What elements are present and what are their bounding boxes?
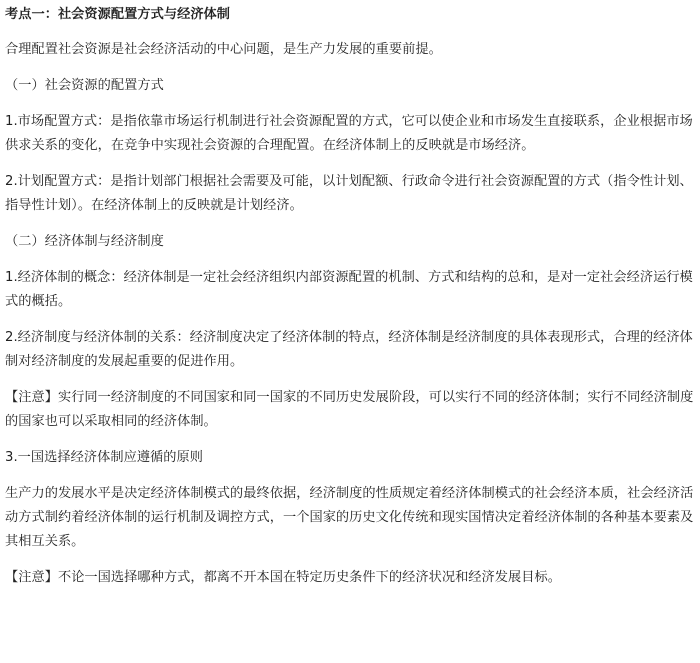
section-heading-economic-system: （二）经济体制与经济制度 [5,234,164,249]
intro-paragraph: 合理配置社会资源是社会经济活动的中心问题，是生产力发展的重要前提。 [5,42,442,57]
note-tag: 【注意】 [5,390,58,405]
paragraph-system-relation: 2.经济制度与经济体制的关系：经济制度决定了经济体制的特点，经济体制是经济制度的具体表现形式，合理的经济体制对经济制度的发展起重要的促进作用。 [5,330,693,369]
paragraph-market-allocation: 1.市场配置方式：是指依靠市场运行机制进行社会资源配置的方式，它可以使企业和市场发生直接联系，企业根据市场供求关系的变化，在竞争中实现社会资源的合理配置。在经济体制上的反映就是市场经济。 [5,114,693,153]
note-text: 实行同一经济制度的不同国家和同一国家的不同历史发展阶段，可以实行不同的经济体制；实行不同经济制度的国家也可以采取相同的经济体制。 [5,390,694,429]
note-paragraph-1 [5,386,694,434]
note-text: 不论一国选择哪种方式，都离不开本国在特定历史条件下的经济状况和经济发展目标。 [57,570,561,585]
article-title: 考点一：社会资源配置方式与经济体制 [5,7,231,22]
section-heading-allocation-methods: （一）社会资源的配置方式 [5,78,164,93]
note-tag: 【注意】 [5,570,58,585]
paragraph-system-concept: 1.经济体制的概念：经济体制是一定社会经济组织内部资源配置的机制、方式和结构的总和，是对一定社会经济运行模式的概括。 [5,270,693,309]
paragraph-selection-principles: 生产力的发展水平是决定经济体制模式的最终依据，经济制度的性质规定着经济体制模式的社会经济本质，社会经济活动方式制约着经济体制的运行机制及调控方式，一个国家的历史文化传统和现实国情决定着经济体制的各种基本要素及其相互关系。 [5,486,694,549]
heading-selection-principles: 3.一国选择经济体制应遵循的原则 [5,450,204,465]
paragraph-plan-allocation: 2.计划配置方式：是指计划部门根据社会需要及可能，以计划配额、行政命令进行社会资源配置的方式（指令性计划、指导性计划）。在经济体制上的反映就是计划经济。 [5,174,693,213]
note-paragraph-2 [5,566,694,590]
